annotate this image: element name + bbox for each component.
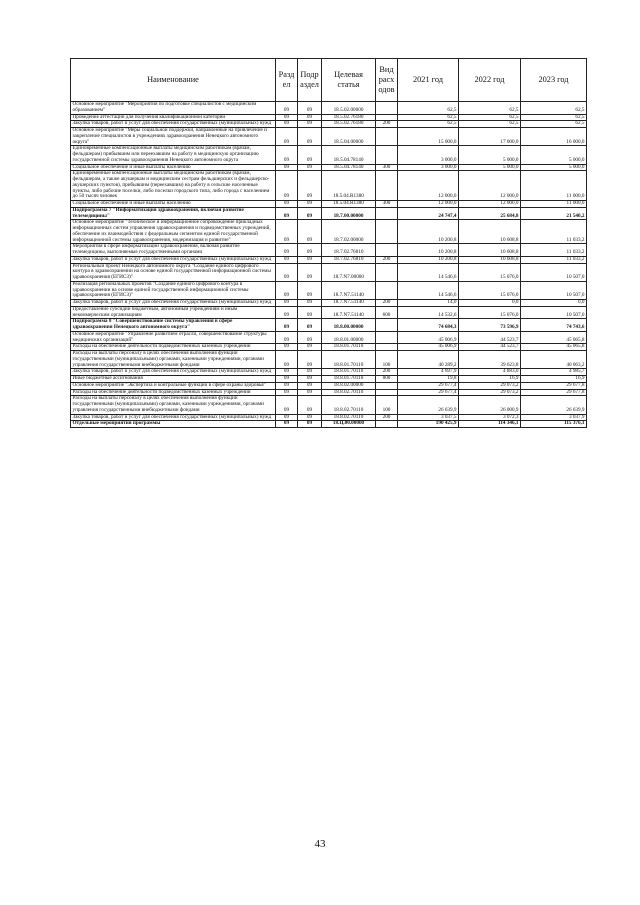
cell-razdel: 09 [276,300,298,307]
cell-name: Отдельные мероприятия программы [71,421,276,428]
cell-2023: 26 639,9 [521,396,587,414]
cell-2022: 114 346,1 [459,421,521,428]
cell-expense-type: 300 [376,201,398,208]
cell-name: Предоставление субсидий бюджетным, автономным учреждениям и иным некоммерческим организациям [71,306,276,319]
cell-name: Проведение аттестации для получения квалификационной категории [71,114,276,121]
cell-razdel: 09 [276,201,298,208]
cell-2022: 29 073,2 [459,389,521,396]
cell-target-article: 18.8.01.70110 [322,344,376,351]
cell-target-article: 18.7.00.00000 [322,207,376,220]
cell-2023: 0,0 [521,300,587,307]
cell-razdel: 09 [276,369,298,376]
cell-2021: 14 546,6 [398,281,459,299]
cell-podrazdel: 09 [298,220,322,244]
cell-2021: 19,8 [398,376,459,383]
cell-expense-type [376,331,398,344]
cell-razdel: 09 [276,207,298,220]
cell-podrazdel: 09 [298,396,322,414]
cell-podrazdel: 09 [298,244,322,257]
cell-2022: 39 623,8 [459,351,521,369]
table-row [71,207,587,220]
cell-name: Закупка товаров, работ и услуг для обеспечения государственных (муниципальных) нужд [71,369,276,376]
cell-target-article: 18.7.N7.51140 [322,300,376,307]
cell-razdel: 09 [276,121,298,128]
header-2023: 2023 год [521,59,587,102]
cell-name: Расходы на выплаты персоналу в целях обеспечения выполнения функций государственными (муниципальными) органами, казенными учреждениями, органами управления государственными внебюджетными фондами [71,351,276,369]
cell-podrazdel: 09 [298,102,322,115]
cell-razdel: 09 [276,114,298,121]
cell-name: Социальное обеспечение и иные выплаты населению [71,164,276,171]
cell-razdel: 09 [276,244,298,257]
cell-2022: 62,5 [459,102,521,115]
table-row [71,351,587,369]
cell-name: Закупка товаров, работ и услуг для обеспечения государственных (муниципальных) нужд [71,256,276,263]
cell-razdel: 09 [276,344,298,351]
cell-target-article: 18.5.02.00000 [322,102,376,115]
cell-2023: 115 376,1 [521,421,587,428]
cell-2021: 190 425,9 [398,421,459,428]
table-row [71,244,587,257]
cell-target-article: 18.5.04.R1380 [322,171,376,201]
cell-razdel: 09 [276,331,298,344]
cell-target-article: 18.7.N7.51140 [322,281,376,299]
cell-name: Закупка товаров, работ и услуг для обеспечения государственных (муниципальных) нужд [71,300,276,307]
cell-target-article: 18.Ц.00.00000 [322,421,376,428]
cell-podrazdel: 09 [298,121,322,128]
table-row [71,263,587,281]
cell-2022: 16,9 [459,376,521,383]
page-number: 43 [314,838,326,850]
cell-name: Основное мероприятие "Экспертиза и контрольные функции в сфере охраны здоровья" [71,382,276,389]
cell-2021: 15 000,0 [398,128,459,146]
cell-target-article: 18.7.02.00000 [322,220,376,244]
cell-razdel: 09 [276,351,298,369]
cell-2023: 62,5 [521,102,587,115]
cell-2023: 5 000,0 [521,146,587,164]
cell-podrazdel: 09 [298,128,322,146]
cell-2021: 10 200,8 [398,220,459,244]
cell-2021: 29 677,4 [398,389,459,396]
cell-2021: 62,5 [398,121,459,128]
cell-2022: 0,0 [459,300,521,307]
cell-target-article: 18.5.04.78140 [322,164,376,171]
cell-expense-type [376,171,398,201]
cell-expense-type: 100 [376,396,398,414]
cell-2023: 16 000,0 [521,128,587,146]
cell-2023: 21 540,2 [521,207,587,220]
cell-name: Основное мероприятие "Техническое и информационное сопровождение прикладных информационных систем управления здравоохранения и подведомственных учреждений, обеспечение их взаимодействия с федеральным сегментом единой государственной информационной системы здравоохранения, модернизация и развитие" [71,220,276,244]
cell-podrazdel: 09 [298,331,322,344]
table-row [71,331,587,344]
cell-2022: 4 883,0 [459,369,521,376]
cell-2023: 10 507,0 [521,281,587,299]
cell-2022: 10 608,8 [459,220,521,244]
cell-2022: 17 000,0 [459,128,521,146]
cell-expense-type: 300 [376,164,398,171]
cell-razdel: 09 [276,263,298,281]
cell-2023: 16,9 [521,376,587,383]
cell-2023: 40 063,2 [521,351,587,369]
cell-2021: 26 639,9 [398,396,459,414]
cell-razdel: 09 [276,164,298,171]
cell-expense-type [376,146,398,164]
cell-expense-type: 200 [376,121,398,128]
cell-razdel: 09 [276,421,298,428]
cell-2021: 10 200,8 [398,244,459,257]
cell-2022: 12 000,0 [459,171,521,201]
cell-podrazdel: 09 [298,171,322,201]
cell-name: Реализация региональных проектов "Создание единого цифрового контура в здравоохранении на основе единой государственной информационной системы здравоохранения (ЕГИСЗ)" [71,281,276,299]
table-row [71,102,587,115]
cell-podrazdel: 09 [298,369,322,376]
cell-expense-type [376,319,398,332]
cell-target-article: 18.5.04.R1380 [322,201,376,208]
table-header-row [71,59,587,102]
cell-target-article: 18.8.01.70110 [322,351,376,369]
cell-target-article: 18.7.02.76810 [322,256,376,263]
cell-2023: 62,5 [521,121,587,128]
table-row [71,306,587,319]
cell-razdel: 09 [276,146,298,164]
cell-podrazdel: 09 [298,306,322,319]
cell-2021: 3 000,0 [398,146,459,164]
cell-expense-type [376,128,398,146]
cell-podrazdel: 09 [298,319,322,332]
cell-2023: 11 000,0 [521,171,587,201]
cell-expense-type: 200 [376,369,398,376]
cell-name: Расходы на выплаты персоналу в целях обеспечения выполнения функций государственными (муниципальными) органами, казенными учреждениями, органами управления государственными внебюджетными фондами [71,396,276,414]
cell-podrazdel: 09 [298,256,322,263]
header-2021: 2021 год [398,59,459,102]
cell-2021: 29 677,4 [398,382,459,389]
cell-expense-type [376,421,398,428]
cell-2021: 45 006,9 [398,344,459,351]
cell-2022: 15 076,0 [459,281,521,299]
cell-podrazdel: 09 [298,421,322,428]
cell-target-article: 18.8.01.70110 [322,369,376,376]
cell-2021: 40 289,2 [398,351,459,369]
cell-razdel: 09 [276,389,298,396]
cell-2021: 3 037,5 [398,414,459,421]
header-name: Наименование [71,59,276,102]
cell-podrazdel: 09 [298,281,322,299]
cell-2023: 62,5 [521,114,587,121]
cell-razdel: 09 [276,396,298,414]
cell-expense-type [376,220,398,244]
cell-2022: 5 000,0 [459,146,521,164]
cell-name: Подпрограмма 8 "Совершенствование системы управления в сфере здравоохранения Ненецкого автономного округа" [71,319,276,332]
table-row [71,281,587,299]
cell-target-article: 18.5.04.78140 [322,146,376,164]
cell-expense-type [376,389,398,396]
cell-podrazdel: 09 [298,207,322,220]
cell-podrazdel: 09 [298,344,322,351]
cell-2023: 3 037,9 [521,414,587,421]
header-2022: 2022 год [459,59,521,102]
cell-2022: 15 076,0 [459,306,521,319]
cell-expense-type [376,281,398,299]
cell-razdel: 09 [276,102,298,115]
cell-2021: 14 532,6 [398,306,459,319]
cell-podrazdel: 09 [298,146,322,164]
cell-2022: 26 000,9 [459,396,521,414]
table-row [71,396,587,414]
cell-2021: 62,5 [398,102,459,115]
cell-2022: 44 523,7 [459,344,521,351]
cell-target-article: 18.8.01.00000 [322,331,376,344]
cell-target-article: 18.8.02.70110 [322,396,376,414]
cell-2023: 5 000,0 [521,164,587,171]
cell-name: Основное мероприятие "Управление развитием отрасли, совершенствование структуры медицинских организаций" [71,331,276,344]
cell-2023: 11 000,0 [521,201,587,208]
cell-2022: 3 072,3 [459,414,521,421]
cell-podrazdel: 09 [298,351,322,369]
cell-2021: 62,5 [398,114,459,121]
cell-2022: 10 608,8 [459,256,521,263]
cell-target-article: 18.8.00.00000 [322,319,376,332]
table-row [71,171,587,201]
cell-2022: 44 523,7 [459,331,521,344]
table-row [71,421,587,428]
cell-2021: 3 000,0 [398,164,459,171]
cell-razdel: 09 [276,220,298,244]
cell-podrazdel: 09 [298,114,322,121]
cell-2023: 29 677,8 [521,389,587,396]
cell-target-article: 18.8.02.00000 [322,382,376,389]
cell-target-article: 18.8.02.70110 [322,389,376,396]
cell-name: Основное мероприятие "Мероприятия по подготовке специалистов с медицинским образованием" [71,102,276,115]
cell-2022: 25 684,8 [459,207,521,220]
cell-expense-type: 100 [376,351,398,369]
cell-podrazdel: 09 [298,382,322,389]
cell-2021: 12 000,0 [398,201,459,208]
cell-podrazdel: 09 [298,263,322,281]
cell-razdel: 09 [276,128,298,146]
cell-podrazdel: 09 [298,414,322,421]
cell-target-article: 18.5.02.76180 [322,121,376,128]
cell-target-article: 18.8.01.70110 [322,376,376,383]
header-podrazdel: Подр аздел [298,59,322,102]
table-row [71,319,587,332]
table-body [71,102,587,428]
cell-2023: 11 033,2 [521,256,587,263]
cell-expense-type [376,382,398,389]
cell-name: Мероприятия в сфере информатизации здравоохранения, включая развитие телемедицины, выполняемые государственными органами [71,244,276,257]
cell-2023: 45 065,8 [521,331,587,344]
header-statya: Целевая статья [322,59,376,102]
cell-razdel: 09 [276,376,298,383]
cell-podrazdel: 09 [298,300,322,307]
cell-2021: 24 747,4 [398,207,459,220]
cell-podrazdel: 09 [298,376,322,383]
header-vid: Вид расх одов [376,59,398,102]
cell-2022: 5 000,0 [459,164,521,171]
cell-expense-type [376,244,398,257]
cell-2023: 10 507,0 [521,306,587,319]
cell-podrazdel: 09 [298,389,322,396]
cell-razdel: 09 [276,281,298,299]
cell-name: Единовременные компенсационные выплаты медицинским работникам (врачам, фельдшерам) прибывшим или переехавшим на работу в медицинскую организацию государственной системы здравоохранения Ненецкого автономного округа [71,146,276,164]
cell-name: Иные бюджетные ассигнования [71,376,276,383]
cell-target-article: 18.7.N7.51140 [322,306,376,319]
cell-2022: 62,5 [459,114,521,121]
cell-razdel: 09 [276,414,298,421]
cell-target-article: 18.7.N7.00000 [322,263,376,281]
cell-target-article: 18.5.02.76180 [322,114,376,121]
cell-2022: 62,5 [459,121,521,128]
table-row [71,256,587,263]
cell-expense-type [376,207,398,220]
cell-name: Закупка товаров, работ и услуг для обеспечения государственных (муниципальных) нужд [71,414,276,421]
cell-name: Расходы на обеспечение деятельности подведомственных казенных учреждений [71,389,276,396]
cell-2022: 29 073,2 [459,382,521,389]
cell-target-article: 18.8.02.70110 [322,414,376,421]
cell-2023: 74 743,6 [521,319,587,332]
cell-razdel: 09 [276,171,298,201]
cell-expense-type: 200 [376,414,398,421]
cell-expense-type: 200 [376,256,398,263]
header-razdel: Разд ел [276,59,298,102]
cell-podrazdel: 09 [298,164,322,171]
table-row [71,146,587,164]
cell-target-article: 18.5.04.00000 [322,128,376,146]
cell-name: Социальное обеспечение и иные выплаты населению [71,201,276,208]
cell-expense-type: 200 [376,300,398,307]
cell-2023: 10 507,0 [521,263,587,281]
cell-name: Расходы на обеспечение деятельности подведомственных казенных учреждений [71,344,276,351]
table-row [71,220,587,244]
cell-expense-type [376,344,398,351]
cell-target-article: 18.7.02.76810 [322,244,376,257]
cell-2022: 10 608,8 [459,244,521,257]
cell-2021: 4 697,9 [398,369,459,376]
table-row [71,128,587,146]
cell-2021: 12 000,0 [398,171,459,201]
cell-name: Подпрограмма 7 "Информатизация здравоохранения, включая развитие телемедицины" [71,207,276,220]
cell-2022: 12 000,0 [459,201,521,208]
table-row [71,382,587,389]
cell-2021: 14,0 [398,300,459,307]
cell-expense-type [376,263,398,281]
cell-2023: 45 065,8 [521,344,587,351]
cell-2022: 73 596,9 [459,319,521,332]
cell-razdel: 09 [276,306,298,319]
cell-name: Закупка товаров, работ и услуг для обеспечения государственных (муниципальных) нужд [71,121,276,128]
cell-name: Единовременные компенсационные выплаты медицинским работникам (врачам, фельдшерам, а также акушеркам и медицинским сестрам фельдшерских и фельдшерско-акушерских пунктов), прибывшим (переехавшим) на работу в сельские населенные пункты, либо рабочие поселки, либо поселки городского типа, либо города с населением до 50 тысяч человек [71,171,276,201]
cell-expense-type: 800 [376,376,398,383]
cell-razdel: 09 [276,319,298,332]
cell-2023: 11 033,2 [521,220,587,244]
cell-2021: 74 684,3 [398,319,459,332]
cell-2021: 10 200,8 [398,256,459,263]
budget-table [70,58,587,428]
cell-2022: 15 076,0 [459,263,521,281]
cell-2021: 14 546,6 [398,263,459,281]
cell-name: Региональный проект Ненецкого автономного округа "Создание единого цифрового контура в здравоохранении на основе единой государственной информационной системы здравоохранения (ЕГИСЗ)" [71,263,276,281]
cell-2021: 45 006,9 [398,331,459,344]
cell-podrazdel: 09 [298,201,322,208]
cell-2023: 4 985,7 [521,369,587,376]
cell-2023: 11 033,2 [521,244,587,257]
cell-expense-type [376,102,398,115]
cell-name: Основное мероприятие "Меры социальной поддержки, направленные на привлечение и закрепление специалистов в учреждениях здравоохранения Ненецкого автономного округа" [71,128,276,146]
cell-expense-type: 600 [376,306,398,319]
cell-2023: 29 677,8 [521,382,587,389]
cell-razdel: 09 [276,256,298,263]
cell-razdel: 09 [276,382,298,389]
